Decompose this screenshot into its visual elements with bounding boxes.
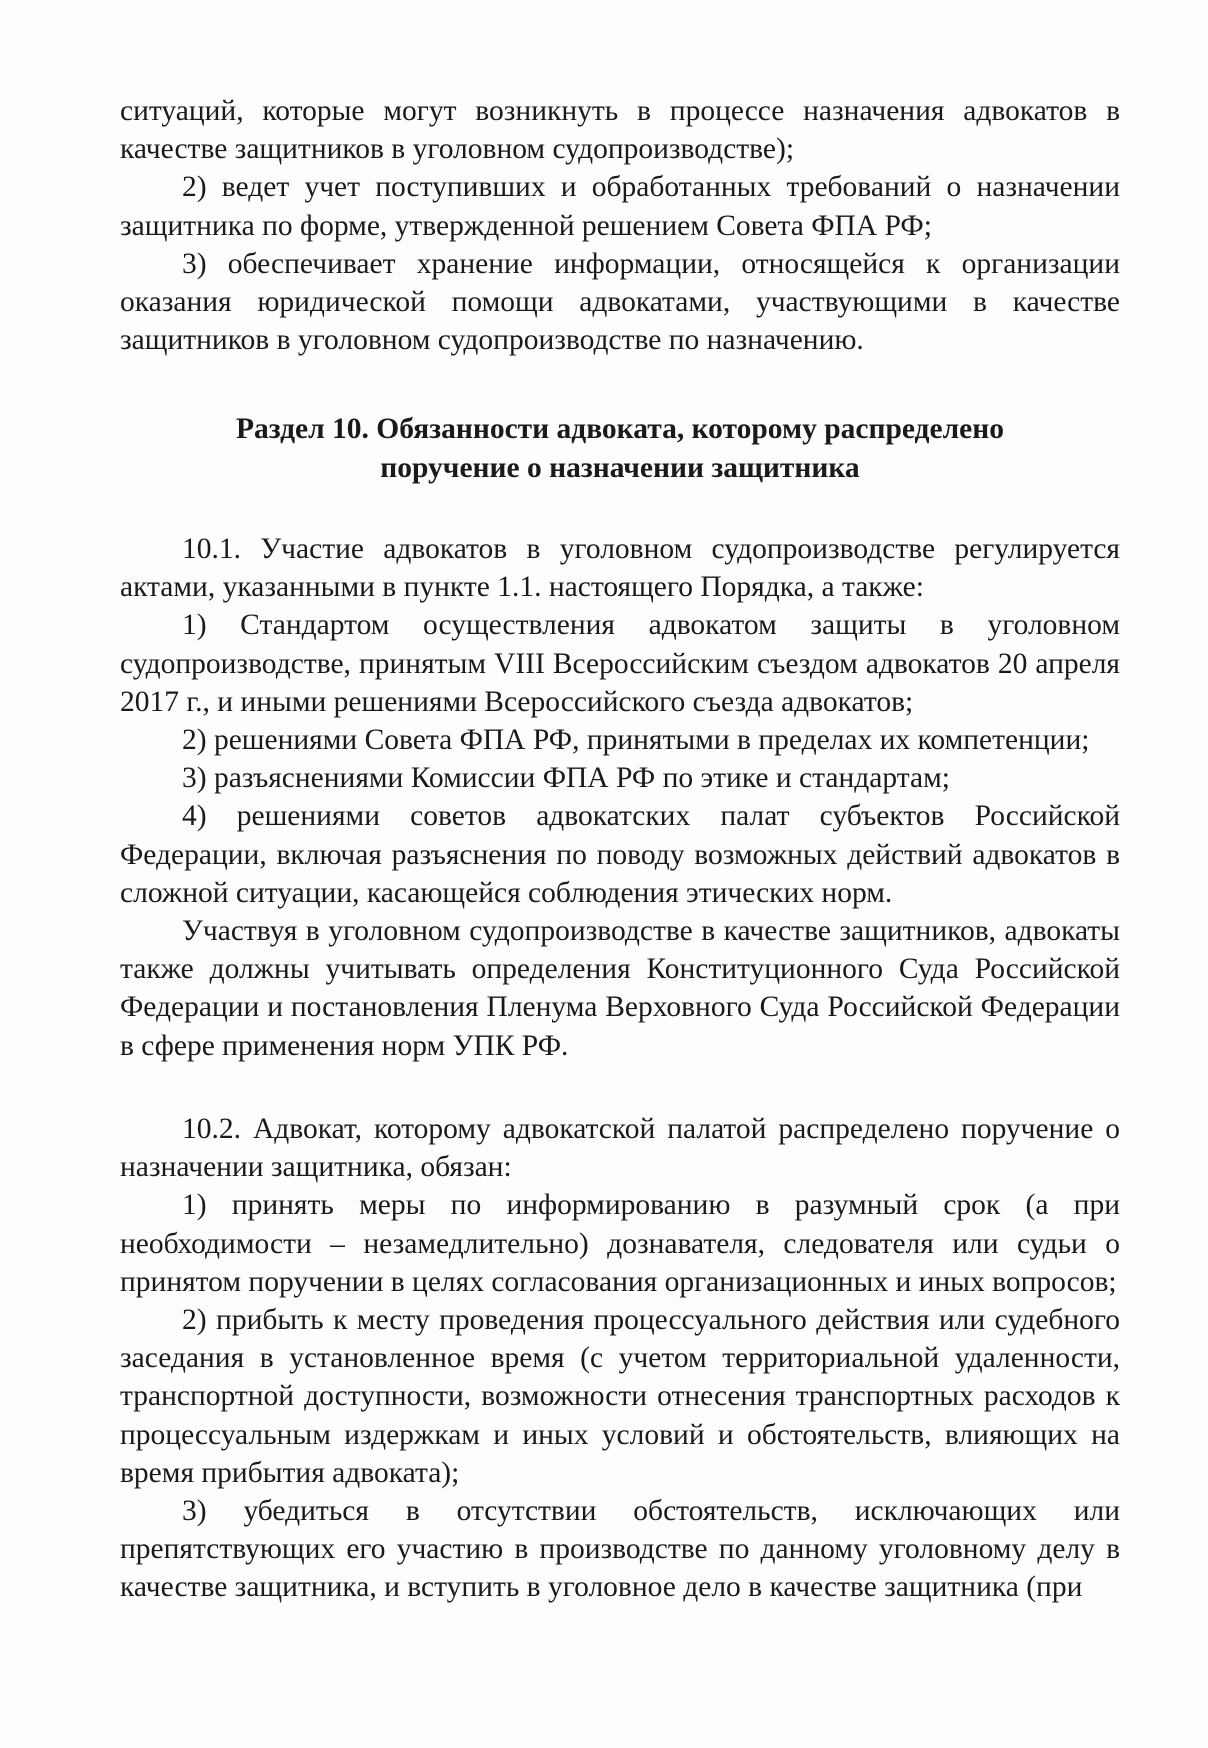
clause-10-1-item-1: 1) Стандартом осуществления адвокатом защиты в уголовном судопроизводстве, принятым VIII Всероссийским съездом адвокатов 20 апреля 2017 г., и иными решениями Всероссийского съезда адвокатов; [120,609,1120,718]
clause-10-1-lead: 10.1. Участие адвокатов в уголовном судопроизводстве регулируется актами, указанными в пункте 1.1. настоящего Порядка, а также: [120,533,1120,604]
clause-10-2-item-3: 3) убедиться в отсутствии обстоятельств, исключающих или препятствующих его участию в производстве по данному уголовному делу в качестве защитника, и вступить в уголовное дело в качестве защитника (при [120,1495,1120,1604]
clause-10-2-lead: 10.2. Адвокат, которому адвокатской палатой распределено поручение о назначении защитника, обязан: [120,1113,1120,1184]
section-heading-line-2: поручение о назначении защитника [380,452,860,484]
paragraph-item-2: 2) ведет учет поступивших и обработанных требований о назначении защитника по форме, утвержденной решением Совета ФПА РФ; [120,171,1120,242]
clause-10-1-note: Участвуя в уголовном судопроизводстве в качестве защитников, адвокаты также должны учитывать определения Конституционного Суда Российской Федерации и постановления Пленума Верховного Суда Российской Федерации в сфере применения норм УПК РФ. [120,915,1120,1062]
paragraph-continuation: ситуаций, которые могут возникнуть в процессе назначения адвокатов в качестве защитников в уголовном судопроизводстве); [120,95,1120,166]
clause-10-2-block [120,1110,1120,1607]
section-heading [120,410,1120,488]
clause-10-2-item-2: 2) прибыть к месту проведения процессуального действия или судебного заседания в установленное время (с учетом территориальной удаленности, транспортной доступности, возможности отнесения транспортных расходов к процессуальным издержкам и иных условий и обстоятельств, влияющих на время прибытия адвоката); [120,1304,1120,1489]
clause-10-1-item-4: 4) решениями советов адвокатских палат субъектов Российской Федерации, включая разъяснения по поводу возможных действий адвокатов в сложной ситуации, касающейся соблюдения этических норм. [120,800,1120,909]
clause-10-1-item-2: 2) решениями Совета ФПА РФ, принятыми в пределах их компетенции; [182,724,1090,757]
clause-10-2-item-1: 1) принять меры по информированию в разумный срок (а при необходимости – незамедлительно) дознавателя, следователя или судьи о принятом поручении в целях согласования организационных и иных вопросов; [120,1189,1120,1298]
paragraph-item-3: 3) обеспечивает хранение информации, относящейся к организации оказания юридической помощи адвокатами, участвующими в качестве защитников в уголовном судопроизводстве по назначению. [120,247,1120,357]
clause-10-1-block [120,530,1120,1065]
clause-10-1-item-3: 3) разъяснениями Комиссии ФПА РФ по этике и стандартам; [182,762,950,795]
section-heading-line-1: Раздел 10. Обязанности адвоката, которому распределено [236,413,1004,445]
intro-block [120,92,1120,359]
